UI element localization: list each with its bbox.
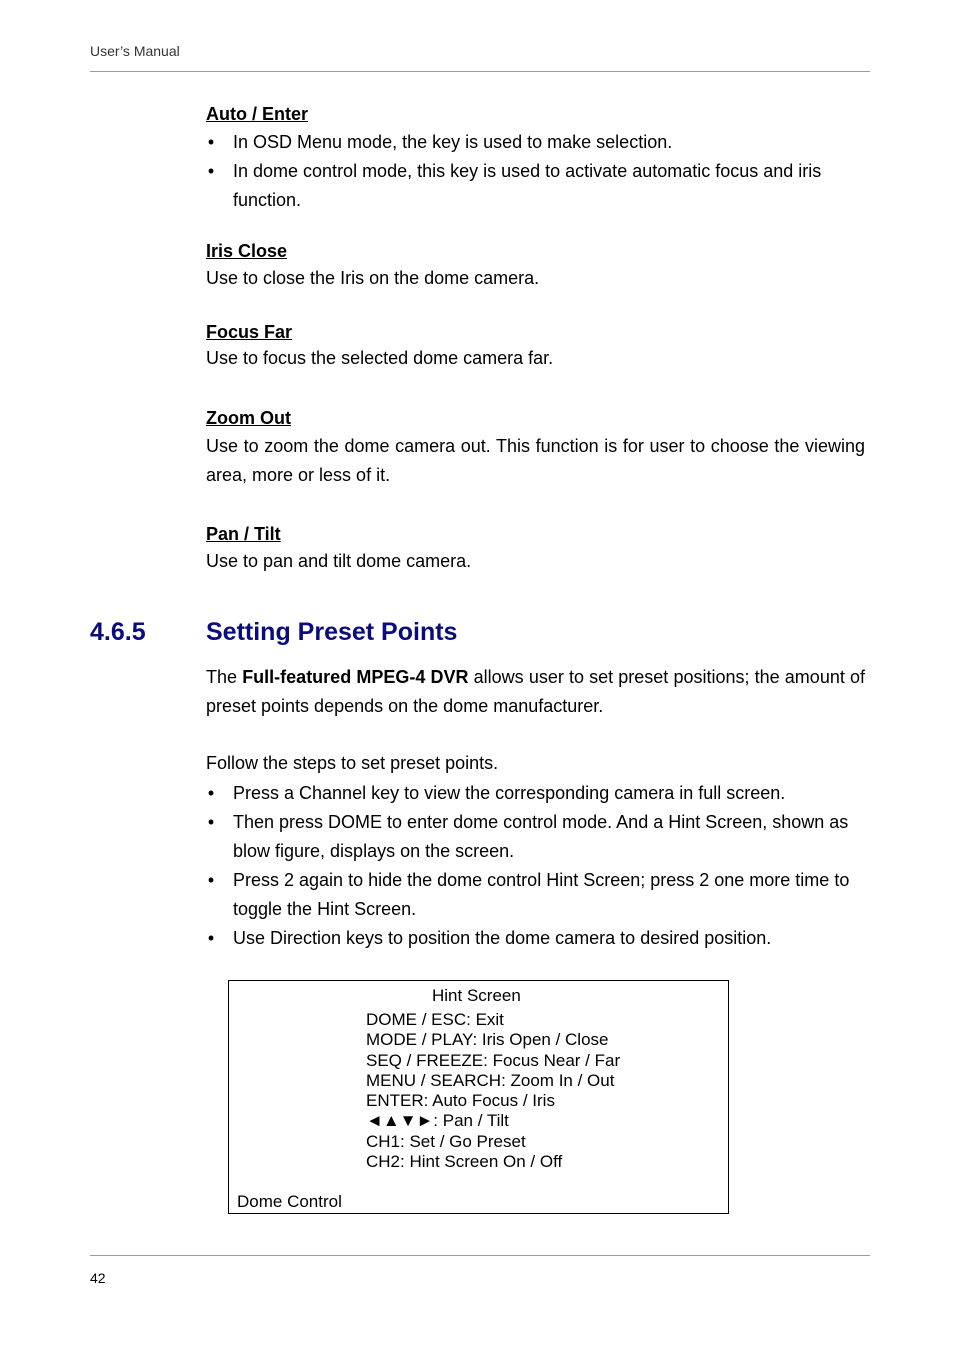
hint-line: DOME / ESC: Exit xyxy=(366,1010,504,1029)
focus-far-section xyxy=(206,321,865,373)
intro-pre: The xyxy=(206,667,238,687)
zoom-out-text: Use to zoom the dome camera out. This function is for user to choose the viewing area, more or less of it. xyxy=(206,436,865,485)
bullet-icon: • xyxy=(207,928,215,948)
list-item-text: Use Direction keys to position the dome camera to desired position. xyxy=(233,928,772,948)
auto-enter-heading: Auto / Enter xyxy=(206,104,308,124)
hint-line: SEQ / FREEZE: Focus Near / Far xyxy=(366,1050,621,1070)
running-header: User’s Manual xyxy=(90,43,180,59)
steps-list xyxy=(206,779,865,953)
iris-close-text: Use to close the Iris on the dome camera. xyxy=(206,268,540,288)
bullet-icon: • xyxy=(207,132,215,152)
section-number: 4.6.5 xyxy=(90,618,146,646)
zoom-out-heading: Zoom Out xyxy=(206,408,291,428)
hint-screen-footer: Dome Control xyxy=(237,1192,342,1211)
pan-tilt-heading: Pan / Tilt xyxy=(206,524,281,544)
list-item xyxy=(206,779,865,808)
auto-enter-section xyxy=(206,103,865,215)
hint-line: ENTER: Auto Focus / Iris xyxy=(366,1091,555,1111)
intro-post: allows user to set preset positions; the amount of preset points depends on the dome manufacturer. xyxy=(206,667,865,716)
product-name: Full-featured MPEG-4 DVR xyxy=(242,667,469,687)
list-item-text: Press 2 again to hide the dome control Hint Screen; press 2 one more time to toggle the Hint Screen. xyxy=(233,870,850,919)
bullet-icon: • xyxy=(207,783,215,803)
pan-tilt-text: Use to pan and tilt dome camera. xyxy=(206,551,472,571)
focus-far-text: Use to focus the selected dome camera far. xyxy=(206,348,554,368)
hint-screen-figure xyxy=(228,980,729,1214)
page-number: 42 xyxy=(90,1270,106,1286)
list-item xyxy=(206,866,865,924)
list-item xyxy=(206,157,865,215)
hint-line: MODE / PLAY: Iris Open / Close xyxy=(366,1030,609,1050)
hint-line: CH1: Set / Go Preset xyxy=(366,1131,526,1151)
pan-tilt-section xyxy=(206,523,865,576)
hint-screen-lines xyxy=(366,1010,620,1172)
list-item-text: Then press DOME to enter dome control mode. And a Hint Screen, shown as blow figure, displays on the screen. xyxy=(233,812,849,861)
preset-intro xyxy=(206,663,865,721)
list-item-text: Press a Channel key to view the corresponding camera in full screen. xyxy=(233,783,786,803)
header-divider xyxy=(90,71,870,72)
hint-line: ◄▲▼►: Pan / Tilt xyxy=(366,1111,509,1131)
bullet-icon: • xyxy=(207,870,215,890)
hint-line: CH2: Hint Screen On / Off xyxy=(366,1152,563,1172)
iris-close-heading: Iris Close xyxy=(206,241,288,261)
bullet-icon: • xyxy=(207,812,215,832)
list-item-text: In dome control mode, this key is used to activate automatic focus and iris function. xyxy=(233,161,822,210)
hint-screen-title: Hint Screen xyxy=(432,986,521,1005)
focus-far-heading: Focus Far xyxy=(206,322,293,342)
bullet-icon: • xyxy=(207,161,215,181)
footer-divider xyxy=(90,1255,870,1256)
list-item-text: In OSD Menu mode, the key is used to make selection. xyxy=(233,132,673,152)
list-item xyxy=(206,808,865,866)
list-item xyxy=(206,924,865,953)
iris-close-section xyxy=(206,240,865,293)
auto-enter-list xyxy=(206,128,865,215)
steps-intro: Follow the steps to set preset points. xyxy=(206,753,499,773)
zoom-out-section xyxy=(206,407,865,490)
section-title: Setting Preset Points xyxy=(206,618,458,646)
preset-section xyxy=(206,663,865,953)
list-item xyxy=(206,128,865,157)
hint-line: MENU / SEARCH: Zoom In / Out xyxy=(366,1070,615,1090)
